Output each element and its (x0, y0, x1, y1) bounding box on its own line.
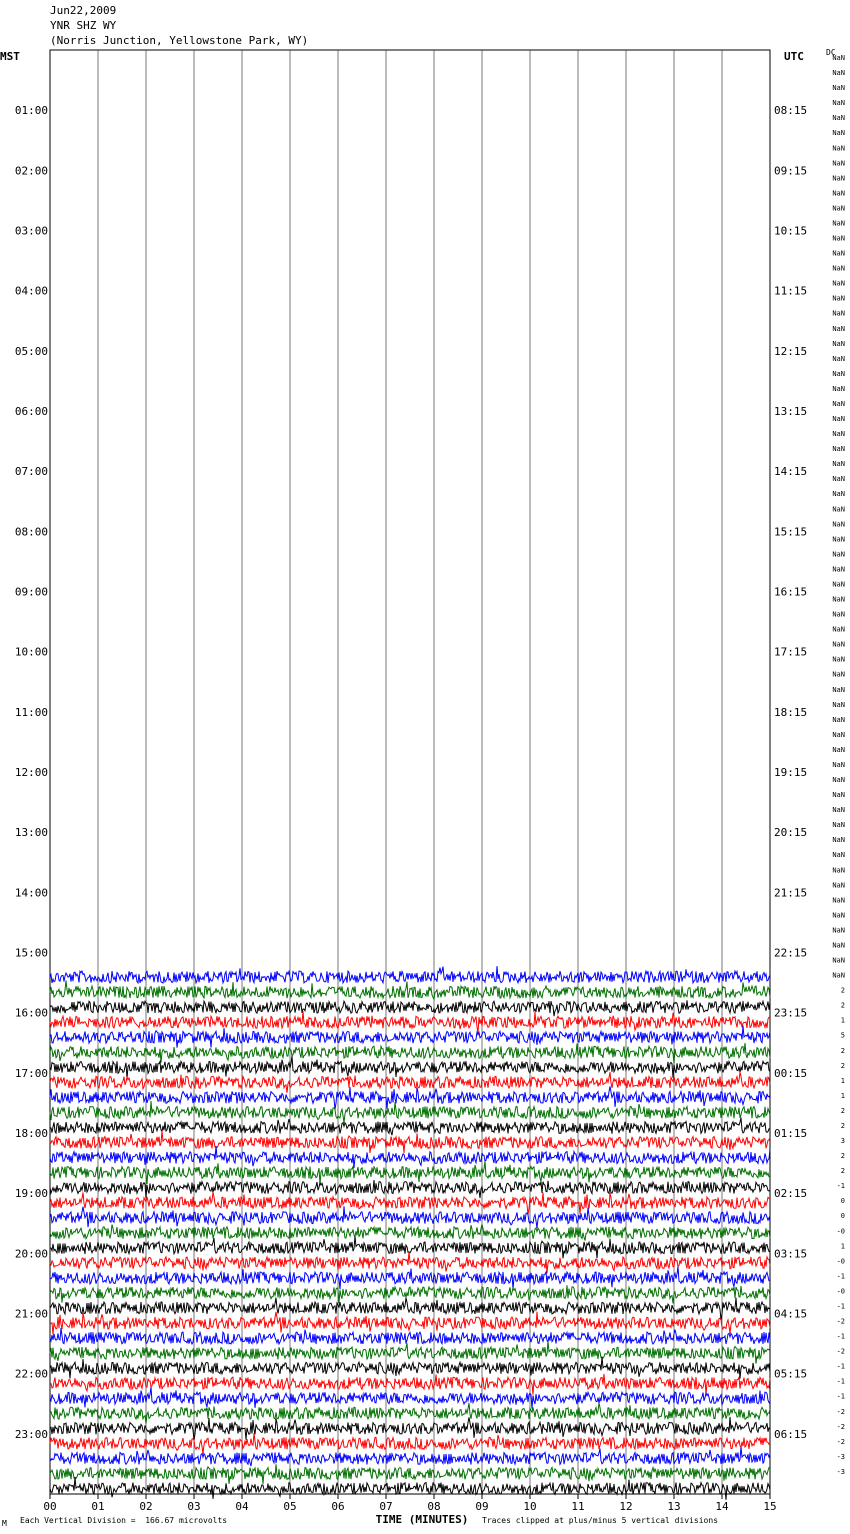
utc-hour-label: 15:15 (774, 525, 808, 539)
utc-hour-label: 18:15 (774, 705, 808, 719)
dc-offset-label: NaN (832, 234, 845, 243)
dc-offset-label: NaN (832, 941, 845, 950)
mst-hour-label: 12:00 (14, 766, 48, 779)
dc-offset-label: NaN (832, 926, 845, 935)
dc-offset-label: -1 (836, 1377, 845, 1386)
dc-offset-label: -2 (836, 1317, 845, 1326)
dc-offset-label: NaN (832, 520, 845, 529)
x-tick-label: 08 (427, 1500, 441, 1513)
dc-offset-label: NaN (832, 460, 845, 469)
dc-offset-label: NaN (832, 670, 845, 679)
seismic-trace (50, 1417, 770, 1440)
x-tick-label: 10 (523, 1500, 537, 1513)
seismic-trace (50, 1387, 770, 1409)
x-tick-label: 04 (235, 1500, 249, 1513)
header-date: Jun22,2009 (50, 4, 117, 17)
utc-hour-label: 22:15 (774, 946, 808, 960)
dc-offset-label: 1 (840, 1091, 845, 1100)
seismic-trace (50, 1298, 770, 1320)
dc-offset-label: NaN (832, 685, 845, 694)
seismic-trace (50, 1056, 770, 1079)
dc-offset-label: NaN (832, 760, 845, 769)
dc-offset-label: NaN (832, 309, 845, 318)
dc-offset-label: -1 (836, 1182, 845, 1191)
dc-offset-label: NaN (832, 610, 845, 619)
utc-hour-label: 06:15 (774, 1427, 808, 1441)
utc-hour-label: 21:15 (774, 886, 808, 900)
mst-hour-label: 14:00 (14, 886, 48, 900)
x-axis-label: TIME (MINUTES) (375, 1513, 469, 1526)
seismic-trace (50, 1341, 770, 1363)
seismic-trace (50, 1328, 770, 1344)
dc-offset-label: NaN (832, 580, 845, 589)
mst-hour-label: 07:00 (14, 465, 48, 479)
dc-offset-label: NaN (832, 339, 845, 348)
dc-offset-label: -2 (836, 1437, 845, 1446)
mst-hour-label: 18:00 (14, 1127, 48, 1140)
mst-hour-label: 04:00 (14, 284, 48, 298)
seismic-trace (50, 1447, 770, 1466)
dc-offset-label: -1 (836, 1332, 845, 1341)
dc-offset-label: NaN (832, 399, 845, 408)
dc-offset-label: NaN (832, 354, 845, 363)
dc-offset-label: -2 (836, 1347, 845, 1356)
mst-hour-label: 05:00 (14, 344, 48, 358)
utc-hour-label: 19:15 (774, 766, 808, 779)
x-tick-label: 12 (619, 1500, 633, 1513)
seismic-trace (50, 1236, 770, 1258)
utc-hour-label: 00:15 (774, 1066, 808, 1080)
mst-hour-label: 06:00 (14, 405, 48, 418)
dc-offset-label: NaN (832, 595, 845, 604)
dc-offset-label: NaN (832, 715, 845, 724)
mst-hour-label: 10:00 (14, 645, 48, 659)
dc-offset-label: NaN (832, 54, 845, 62)
corner-mark: M (2, 1519, 7, 1528)
dc-offset-label: -0 (836, 1227, 845, 1236)
dc-offset-label: NaN (832, 189, 845, 198)
dc-offset-label: 1 (840, 1016, 845, 1025)
dc-offset-label: 2 (840, 1121, 845, 1130)
dc-offset-label: 2 (840, 1046, 845, 1055)
mst-hour-label: 17:00 (14, 1066, 48, 1080)
mst-hour-label: 08:00 (14, 525, 48, 539)
dc-offset-label: NaN (832, 730, 845, 739)
header-station: YNR SHZ WY (50, 19, 117, 32)
seismic-trace (50, 1192, 770, 1214)
seismic-trace (50, 1357, 770, 1379)
x-tick-label: 07 (379, 1500, 393, 1513)
dc-offset-label: 5 (840, 1031, 845, 1040)
utc-hour-label: 10:15 (774, 224, 808, 238)
mst-hour-label: 20:00 (14, 1247, 48, 1261)
dc-offset-label: NaN (832, 174, 845, 183)
mst-hour-label: 21:00 (14, 1307, 48, 1321)
dc-offset-label: NaN (832, 475, 845, 484)
dc-header-label: DC (826, 48, 836, 57)
seismic-trace (50, 1000, 770, 1016)
utc-hour-label: 01:15 (774, 1127, 808, 1140)
seismic-trace (50, 1206, 770, 1228)
x-tick-label: 06 (331, 1500, 345, 1513)
seismic-trace (50, 1026, 770, 1048)
x-tick-label: 05 (283, 1500, 297, 1513)
dc-offset-label: 0 (840, 1197, 845, 1206)
dc-offset-label: NaN (832, 640, 845, 649)
dc-offset-label: NaN (832, 249, 845, 258)
seismic-trace (50, 1101, 770, 1123)
seismic-trace (50, 1161, 770, 1184)
utc-hour-label: 04:15 (774, 1307, 808, 1321)
seismic-trace (50, 1224, 770, 1240)
dc-offset-label: NaN (832, 745, 845, 754)
seismic-trace (50, 1086, 770, 1109)
dc-offset-label: NaN (832, 204, 845, 213)
mst-hour-label: 22:00 (14, 1367, 48, 1381)
dc-offset-label: NaN (832, 324, 845, 333)
dc-offset-label: 2 (840, 1106, 845, 1115)
seismic-trace (50, 1285, 770, 1303)
dc-offset-label: 2 (840, 1001, 845, 1010)
dc-offset-label: 2 (840, 1167, 845, 1176)
seismic-trace (50, 1011, 770, 1033)
dc-offset-label: NaN (832, 565, 845, 574)
dc-offset-label: NaN (832, 445, 845, 454)
dc-offset-label: NaN (832, 700, 845, 709)
dc-offset-label: -0 (836, 1287, 845, 1296)
seismic-trace (50, 1072, 770, 1093)
dc-offset-label: NaN (832, 99, 845, 108)
dc-offset-label: NaN (832, 369, 845, 378)
dc-offset-label: NaN (832, 430, 845, 439)
seismic-trace (50, 1374, 770, 1395)
dc-offset-label: -1 (836, 1302, 845, 1311)
clip-note: Traces clipped at plus/minus 5 vertical divisions (482, 1516, 719, 1525)
dc-offset-label: -1 (836, 1362, 845, 1371)
dc-offset-label: 1 (840, 1076, 845, 1085)
dc-offset-label: NaN (832, 866, 845, 875)
dc-offset-label: -2 (836, 1407, 845, 1416)
dc-offset-label: NaN (832, 791, 845, 800)
seismic-trace (50, 1267, 770, 1290)
utc-hour-label: 03:15 (774, 1247, 808, 1261)
utc-hour-label: 23:15 (774, 1006, 808, 1020)
dc-offset-label: NaN (832, 490, 845, 499)
utc-hour-label: 17:15 (774, 645, 808, 659)
mst-hour-label: 11:00 (14, 705, 48, 719)
seismic-trace (50, 1477, 770, 1500)
dc-offset-label: -0 (836, 1257, 845, 1266)
x-tick-label: 13 (667, 1500, 681, 1513)
utc-hour-label: 12:15 (774, 344, 808, 358)
seismic-trace (50, 1131, 770, 1153)
dc-offset-label: NaN (832, 956, 845, 965)
utc-hour-label: 02:15 (774, 1187, 808, 1201)
dc-offset-label: -2 (836, 1422, 845, 1431)
dc-offset-label: NaN (832, 836, 845, 845)
right-timezone-label: UTC (784, 50, 804, 63)
mst-hour-label: 19:00 (14, 1187, 48, 1201)
dc-offset-label: 2 (840, 1152, 845, 1161)
dc-offset-label: NaN (832, 384, 845, 393)
x-tick-label: 11 (571, 1500, 585, 1513)
seismic-trace (50, 1464, 770, 1484)
dc-offset-label: NaN (832, 144, 845, 153)
dc-offset-label: NaN (832, 264, 845, 273)
dc-offset-label: NaN (832, 821, 845, 830)
mst-hour-label: 02:00 (14, 164, 48, 178)
x-tick-label: 00 (43, 1500, 57, 1513)
utc-hour-label: 05:15 (774, 1367, 808, 1381)
utc-hour-label: 16:15 (774, 585, 808, 599)
dc-offset-label: NaN (832, 881, 845, 890)
seismic-trace (50, 1251, 770, 1273)
dc-offset-label: NaN (832, 294, 845, 303)
seismic-trace (50, 1433, 770, 1454)
utc-hour-label: 09:15 (774, 164, 808, 178)
dc-offset-label: NaN (832, 159, 845, 168)
utc-hour-label: 11:15 (774, 284, 808, 298)
dc-offset-label: NaN (832, 971, 845, 980)
seismic-trace (50, 1180, 770, 1198)
x-tick-label: 15 (763, 1500, 777, 1513)
dc-offset-label: 3 (840, 1137, 845, 1145)
mst-hour-label: 16:00 (14, 1006, 48, 1020)
dc-offset-label: -3 (836, 1452, 845, 1461)
mst-hour-label: 13:00 (14, 826, 48, 840)
seismic-trace (50, 966, 770, 983)
dc-offset-label: 1 (840, 1242, 845, 1251)
dc-offset-label: -1 (836, 1392, 845, 1401)
utc-hour-label: 20:15 (774, 826, 808, 840)
utc-hour-label: 13:15 (774, 405, 808, 418)
dc-offset-label: NaN (832, 279, 845, 288)
vertical-division-note: Each Vertical Division = 166.67 microvolts (20, 1516, 228, 1525)
seismic-trace (50, 981, 770, 1000)
x-tick-label: 14 (715, 1500, 729, 1513)
mst-hour-label: 23:00 (14, 1427, 48, 1441)
seismic-trace (50, 1403, 770, 1424)
dc-offset-label: NaN (832, 655, 845, 664)
dc-offset-label: 2 (840, 986, 845, 995)
seismic-trace (50, 1146, 770, 1168)
mst-hour-label: 09:00 (14, 585, 48, 599)
dc-offset-label: NaN (832, 129, 845, 138)
x-tick-label: 02 (139, 1500, 153, 1513)
dc-offset-label: NaN (832, 911, 845, 920)
x-tick-label: 01 (91, 1500, 105, 1513)
dc-offset-label: NaN (832, 114, 845, 123)
dc-offset-label: NaN (832, 84, 845, 93)
dc-offset-label: NaN (832, 851, 845, 860)
utc-hour-label: 14:15 (774, 465, 808, 479)
header-location: (Norris Junction, Yellowstone Park, WY) (50, 34, 309, 47)
dc-offset-label: 0 (840, 1212, 845, 1221)
seismic-trace (50, 1118, 770, 1136)
dc-offset-label: NaN (832, 776, 845, 784)
dc-offset-label: NaN (832, 69, 845, 78)
x-tick-label: 09 (475, 1500, 489, 1513)
mst-hour-label: 01:00 (14, 104, 48, 118)
dc-offset-label: NaN (832, 415, 845, 423)
seismic-trace (50, 1043, 770, 1064)
dc-offset-label: -3 (836, 1467, 845, 1476)
dc-offset-label: NaN (832, 505, 845, 514)
dc-offset-label: NaN (832, 219, 845, 228)
dc-offset-label: NaN (832, 550, 845, 559)
mst-hour-label: 15:00 (14, 946, 48, 960)
seismic-trace (50, 1312, 770, 1335)
dc-offset-label: NaN (832, 535, 845, 544)
dc-offset-label: NaN (832, 896, 845, 905)
dc-offset-label: NaN (832, 806, 845, 815)
mst-hour-label: 03:00 (14, 224, 48, 238)
utc-hour-label: 08:15 (774, 104, 808, 118)
x-tick-label: 03 (187, 1500, 201, 1513)
dc-offset-label: NaN (832, 625, 845, 634)
dc-offset-label: 2 (840, 1061, 845, 1070)
dc-offset-label: -1 (836, 1272, 845, 1281)
left-timezone-label: MST (0, 50, 20, 63)
